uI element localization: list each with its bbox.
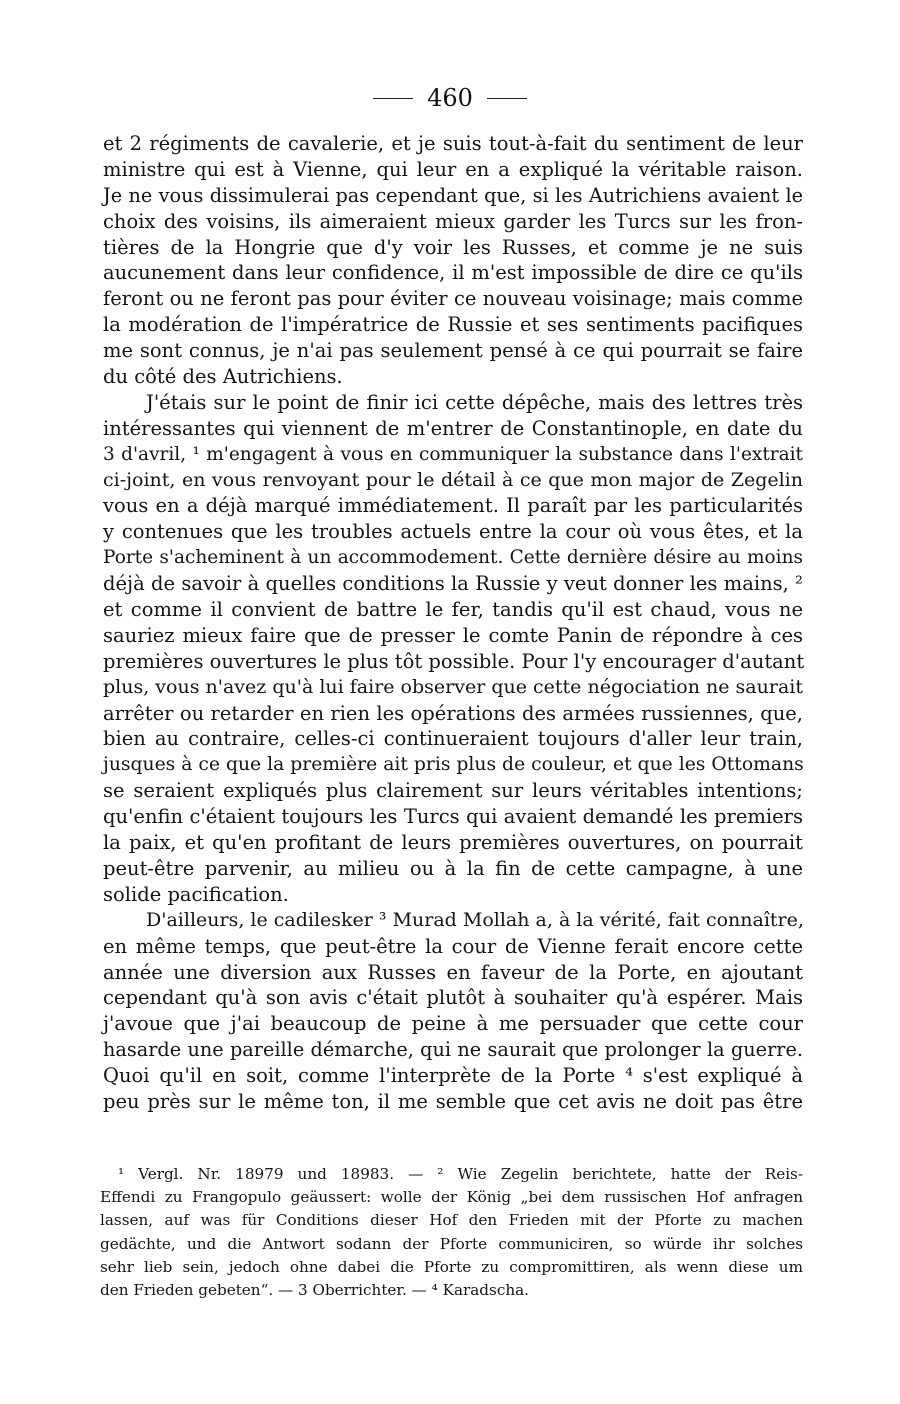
footnote-line: sehr lieb sein, jedoch ohne dabei die Pforte zu compromittiren, als wenn diese um (100, 1257, 803, 1276)
text-line: peu près sur le même ton, il me semble que cet avis ne doit pas être (103, 1089, 803, 1113)
paragraph-first-line: D'ailleurs, le cadilesker ³ Murad Mollah a, à la vérité, fait connaître, (146, 908, 804, 931)
footnote-line: lassen, auf was für Conditions dieser Hof den Frieden mit der Pforte zu machen (100, 1211, 803, 1230)
text-line: et comme il convient de battre le fer, tandis qu'il est chaud, vous ne (103, 598, 803, 622)
header-rule-right (487, 98, 527, 99)
text-line: hasarde une pareille démarche, qui ne saurait que prolonger la guerre. (103, 1038, 803, 1062)
text-line: j'avoue que j'ai beaucoup de peine à me persuader que cette cour (103, 1012, 803, 1036)
body-text (103, 131, 803, 1115)
footnote-line: gedächte, und die Antwort sodann der Pforte communiciren, so würde ihr solches (100, 1234, 803, 1253)
text-line: me sont connus, je n'ai pas seulement pensé à ce qui pourrait se faire (103, 339, 803, 363)
text-line: cependant qu'à son avis c'était plutôt à souhaiter qu'à espérer. Mais (103, 986, 803, 1010)
text-line: intéressantes qui viennent de m'entrer de Constantinople, en date du (103, 416, 803, 440)
text-line: déjà de savoir à quelles conditions la Russie y veut donner les mains, ² (103, 572, 803, 596)
text-line: du côté des Autrichiens. (103, 365, 343, 389)
text-line: Quoi qu'il en soit, comme l'interprète de la Porte ⁴ s'est expliqué à (103, 1064, 803, 1088)
text-line: en même temps, que peut-être la cour de Vienne ferait encore cette (103, 934, 803, 958)
text-line: premières ouvertures le plus tôt possible. Pour l'y encourager d'autant (103, 649, 805, 673)
text-line: solide pacification. (103, 882, 289, 906)
text-line: année une diversion aux Russes en faveur de la Porte, en ajoutant (103, 960, 803, 984)
text-line: ministre qui est à Vienne, qui leur en a expliqué la véritable raison. (103, 157, 803, 181)
text-line: 3 d'avril, ¹ m'engagent à vous en communiquer la substance dans l'extrait (103, 443, 803, 465)
text-line: y contenues que les troubles actuels entre la cour où vous êtes, et la (103, 520, 803, 544)
text-line: bien au contraire, celles-ci continueraient toujours d'aller leur train, (103, 727, 803, 751)
text-line: et 2 régiments de cavalerie, et je suis tout-à-fait du sentiment de leur (103, 132, 803, 155)
text-line: Je ne vous dissimulerai pas cependant que, si les Autrichiens avaient le (103, 183, 803, 207)
text-line: sauriez mieux faire que de presser le comte Panin de répondre à ces (103, 623, 803, 647)
page-header (0, 84, 900, 112)
text-line: peut-être parvenir, au milieu ou à la fin de cette campagne, à une (103, 856, 803, 880)
page-number: 460 (427, 84, 473, 112)
text-line: vous en a déjà marqué immédiatement. Il paraît par les particularités (103, 494, 803, 518)
footnote-line: ¹ Vergl. Nr. 18979 und 18983. — ² Wie Zegelin berichtete, hatte der Reis- (118, 1165, 803, 1183)
footnotes (100, 1163, 803, 1302)
text-line: Porte s'acheminent à un accommodement. Cette dernière désire au moins (103, 547, 803, 569)
text-line: ci-joint, en vous renvoyant pour le détail à ce que mon major de Zegelin (103, 468, 803, 491)
footnote-line: den Frieden gebeten“. — 3 Oberrichter. — ⁴ Karadscha. (100, 1280, 529, 1299)
text-line: plus, vous n'avez qu'à lui faire observer que cette négociation ne saurait (103, 675, 803, 698)
text-line: arrêter ou retarder en rien les opérations des armées russiennes, que, (103, 701, 803, 725)
header-rule-left (373, 98, 413, 99)
text-line: la paix, et qu'en profitant de leurs premières ouvertures, on pourrait (103, 831, 803, 855)
text-line: la modération de l'impératrice de Russie et ses sentiments pacifiques (103, 313, 803, 337)
text-line: jusques à ce que la première ait pris plus de couleur, et que les Ottomans (103, 754, 804, 776)
text-line: tières de la Hongrie que d'y voir les Russes, et comme je ne suis (103, 235, 803, 259)
paragraph-first-line: J'étais sur le point de finir ici cette dépêche, mais des lettres très (146, 390, 803, 414)
text-line: qu'enfin c'étaient toujours les Turcs qui avaient demandé les premiers (103, 805, 803, 829)
text-line: choix des voisins, ils aimeraient mieux garder les Turcs sur les fron- (103, 209, 803, 233)
text-line: se seraient expliqués plus clairement sur leurs véritables intentions; (103, 779, 803, 803)
text-line: feront ou ne feront pas pour éviter ce nouveau voisinage; mais comme (103, 287, 803, 311)
footnote-line: Effendi zu Frangopulo geäussert: wolle der König „bei dem russischen Hof anfragen (100, 1188, 803, 1207)
text-line: aucunement dans leur confidence, il m'est impossible de dire ce qu'ils (103, 261, 803, 285)
